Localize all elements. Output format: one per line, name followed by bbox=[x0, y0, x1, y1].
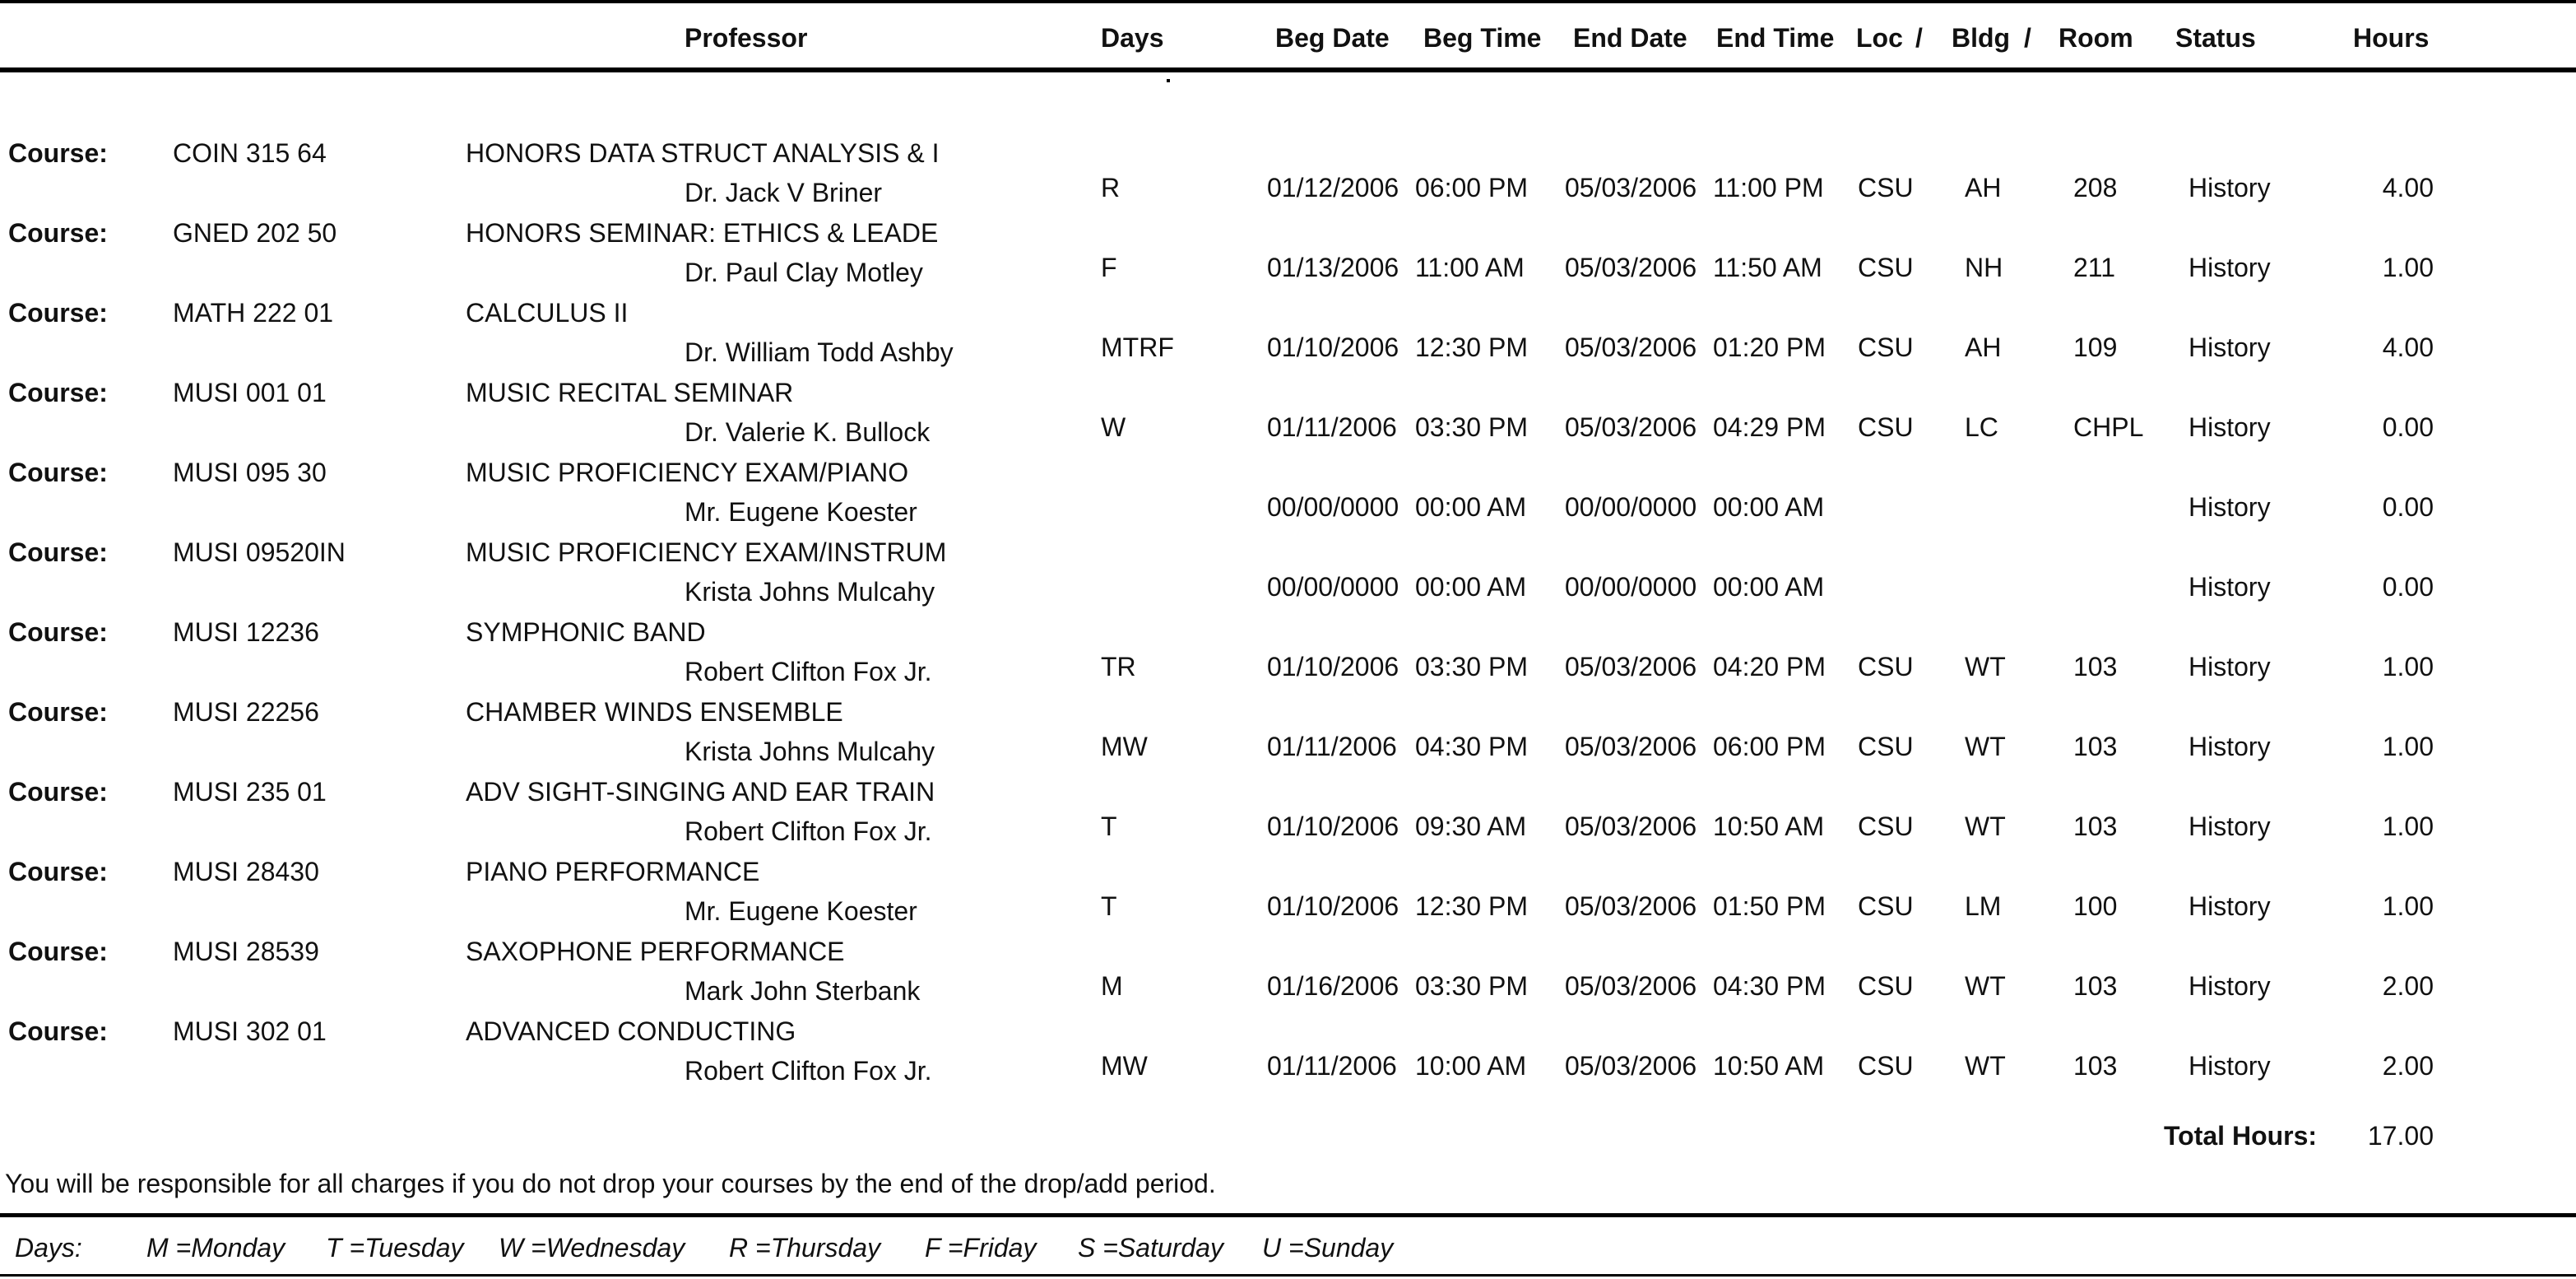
course-room: 208 bbox=[2073, 173, 2118, 202]
course-days: M bbox=[1101, 971, 1123, 1001]
course-professor: Dr. Valerie K. Bullock bbox=[685, 417, 931, 447]
course-end-date: 05/03/2006 bbox=[1565, 1051, 1697, 1081]
course-professor: Dr. William Todd Ashby bbox=[685, 337, 954, 367]
course-room: 103 bbox=[2073, 732, 2118, 761]
course-bldg: LM bbox=[1965, 891, 2002, 921]
course-professor: Mark John Sterbank bbox=[685, 976, 921, 1006]
course-end-date: 05/03/2006 bbox=[1565, 412, 1697, 442]
course-status: History bbox=[2188, 652, 2271, 681]
course-end-date: 05/03/2006 bbox=[1565, 971, 1697, 1001]
course-room: 100 bbox=[2073, 891, 2118, 921]
header-days: Days bbox=[1101, 23, 1164, 53]
course-status: History bbox=[2188, 812, 2271, 841]
course-bldg: WT bbox=[1965, 652, 2006, 681]
course-bldg: WT bbox=[1965, 1051, 2006, 1081]
course-loc: CSU bbox=[1858, 333, 1914, 362]
legend-item: F =Friday bbox=[925, 1233, 1037, 1263]
top-rule bbox=[0, 0, 2576, 3]
course-loc: CSU bbox=[1858, 173, 1914, 202]
course-beg-date: 00/00/0000 bbox=[1267, 572, 1399, 602]
course-loc: CSU bbox=[1858, 253, 1914, 282]
course-end-time: 10:50 AM bbox=[1713, 1051, 1825, 1081]
course-beg-date: 00/00/0000 bbox=[1267, 492, 1399, 522]
legend-item: U =Sunday bbox=[1262, 1233, 1394, 1263]
course-hours: 1.00 bbox=[2382, 812, 2434, 841]
legend-top-rule bbox=[0, 1213, 2576, 1217]
course-title: MUSIC RECITAL SEMINAR bbox=[466, 378, 794, 407]
course-label: Course: bbox=[8, 138, 108, 168]
course-hours: 1.00 bbox=[2382, 891, 2434, 921]
total-hours-label: Total Hours: bbox=[2164, 1121, 2318, 1151]
course-label: Course: bbox=[8, 777, 108, 807]
header-dot bbox=[1167, 79, 1170, 82]
course-label: Course: bbox=[8, 378, 108, 407]
course-beg-date: 01/16/2006 bbox=[1267, 971, 1399, 1001]
course-end-time: 01:50 PM bbox=[1713, 891, 1826, 921]
course-title: MUSIC PROFICIENCY EXAM/INSTRUM bbox=[466, 537, 947, 567]
course-bldg: AH bbox=[1965, 333, 2002, 362]
course-end-time: 00:00 AM bbox=[1713, 572, 1825, 602]
course-end-date: 05/03/2006 bbox=[1565, 812, 1697, 841]
course-beg-time: 11:00 AM bbox=[1415, 253, 1525, 282]
course-hours: 0.00 bbox=[2382, 492, 2434, 522]
course-status: History bbox=[2188, 333, 2271, 362]
course-beg-date: 01/11/2006 bbox=[1267, 412, 1397, 442]
course-bldg: LC bbox=[1965, 412, 1998, 442]
course-loc: CSU bbox=[1858, 412, 1914, 442]
course-status: History bbox=[2188, 891, 2271, 921]
course-beg-time: 00:00 AM bbox=[1415, 572, 1527, 602]
course-beg-time: 06:00 PM bbox=[1415, 173, 1528, 202]
course-beg-date: 01/10/2006 bbox=[1267, 333, 1399, 362]
course-days: T bbox=[1101, 891, 1117, 921]
course-status: History bbox=[2188, 412, 2271, 442]
course-end-time: 10:50 AM bbox=[1713, 812, 1825, 841]
legend-item: M =Monday bbox=[146, 1233, 285, 1263]
course-bldg: NH bbox=[1965, 253, 2003, 282]
course-title: HONORS SEMINAR: ETHICS & LEADE bbox=[466, 218, 939, 248]
course-days: TR bbox=[1101, 652, 1136, 681]
course-title: CALCULUS II bbox=[466, 298, 629, 328]
course-status: History bbox=[2188, 971, 2271, 1001]
course-code: MUSI 22256 bbox=[173, 697, 319, 727]
course-bldg: WT bbox=[1965, 812, 2006, 841]
legend-bottom-rule bbox=[0, 1274, 2576, 1277]
course-days: W bbox=[1101, 412, 1126, 442]
course-room: 103 bbox=[2073, 971, 2118, 1001]
header-loc: Loc bbox=[1856, 23, 1903, 53]
course-end-date: 05/03/2006 bbox=[1565, 652, 1697, 681]
course-label: Course: bbox=[8, 617, 108, 647]
course-hours: 4.00 bbox=[2382, 333, 2434, 362]
course-beg-time: 04:30 PM bbox=[1415, 732, 1528, 761]
course-days: R bbox=[1101, 173, 1121, 202]
course-end-time: 04:20 PM bbox=[1713, 652, 1826, 681]
course-status: History bbox=[2188, 732, 2271, 761]
course-beg-time: 00:00 AM bbox=[1415, 492, 1527, 522]
course-title: HONORS DATA STRUCT ANALYSIS & I bbox=[466, 138, 940, 168]
course-code: MUSI 09520IN bbox=[173, 537, 346, 567]
course-end-date: 05/03/2006 bbox=[1565, 253, 1697, 282]
course-days: MW bbox=[1101, 1051, 1148, 1081]
course-beg-date: 01/10/2006 bbox=[1267, 812, 1399, 841]
course-loc: CSU bbox=[1858, 891, 1914, 921]
course-label: Course: bbox=[8, 937, 108, 966]
legend-label: Days: bbox=[15, 1233, 82, 1263]
course-title: ADVANCED CONDUCTING bbox=[466, 1016, 796, 1046]
course-end-date: 05/03/2006 bbox=[1565, 732, 1697, 761]
course-beg-date: 01/11/2006 bbox=[1267, 1051, 1397, 1081]
course-label: Course: bbox=[8, 458, 108, 487]
course-code: COIN 315 64 bbox=[173, 138, 327, 168]
course-bldg: AH bbox=[1965, 173, 2002, 202]
course-title: ADV SIGHT-SINGING AND EAR TRAIN bbox=[466, 777, 935, 807]
course-professor: Mr. Eugene Koester bbox=[685, 896, 917, 926]
course-end-date: 05/03/2006 bbox=[1565, 891, 1697, 921]
course-code: MUSI 001 01 bbox=[173, 378, 327, 407]
course-loc: CSU bbox=[1858, 1051, 1914, 1081]
course-title: SYMPHONIC BAND bbox=[466, 617, 706, 647]
course-title: PIANO PERFORMANCE bbox=[466, 857, 760, 886]
course-loc: CSU bbox=[1858, 652, 1914, 681]
course-code: MUSI 28430 bbox=[173, 857, 319, 886]
course-loc: CSU bbox=[1858, 971, 1914, 1001]
course-professor: Dr. Paul Clay Motley bbox=[685, 258, 923, 287]
course-end-date: 00/00/0000 bbox=[1565, 572, 1697, 602]
course-room: 103 bbox=[2073, 812, 2118, 841]
course-status: History bbox=[2188, 492, 2271, 522]
course-label: Course: bbox=[8, 218, 108, 248]
header-separator: / bbox=[1915, 23, 1923, 53]
course-days: MW bbox=[1101, 732, 1148, 761]
legend-item: W =Wednesday bbox=[499, 1233, 685, 1263]
course-end-time: 04:30 PM bbox=[1713, 971, 1826, 1001]
header-status: Status bbox=[2175, 23, 2256, 53]
course-hours: 2.00 bbox=[2382, 1051, 2434, 1081]
course-hours: 1.00 bbox=[2382, 732, 2434, 761]
course-beg-date: 01/11/2006 bbox=[1267, 732, 1397, 761]
course-days: MTRF bbox=[1101, 333, 1174, 362]
course-beg-date: 01/10/2006 bbox=[1267, 652, 1399, 681]
course-hours: 1.00 bbox=[2382, 253, 2434, 282]
course-beg-time: 03:30 PM bbox=[1415, 971, 1528, 1001]
course-days: T bbox=[1101, 812, 1117, 841]
course-loc: CSU bbox=[1858, 812, 1914, 841]
course-loc: CSU bbox=[1858, 732, 1914, 761]
course-code: GNED 202 50 bbox=[173, 218, 337, 248]
course-beg-time: 03:30 PM bbox=[1415, 652, 1528, 681]
legend-item: S =Saturday bbox=[1078, 1233, 1223, 1263]
header-end-time: End Time bbox=[1716, 23, 1835, 53]
course-end-time: 04:29 PM bbox=[1713, 412, 1826, 442]
header-hours: Hours bbox=[2353, 23, 2430, 53]
course-end-time: 11:50 AM bbox=[1713, 253, 1822, 282]
course-hours: 2.00 bbox=[2382, 971, 2434, 1001]
course-title: MUSIC PROFICIENCY EXAM/PIANO bbox=[466, 458, 909, 487]
course-title: SAXOPHONE PERFORMANCE bbox=[466, 937, 845, 966]
header-rule bbox=[0, 67, 2576, 72]
course-room: 103 bbox=[2073, 1051, 2118, 1081]
course-hours: 4.00 bbox=[2382, 173, 2434, 202]
course-code: MUSI 28539 bbox=[173, 937, 319, 966]
header-beg-time: Beg Time bbox=[1423, 23, 1542, 53]
course-hours: 0.00 bbox=[2382, 412, 2434, 442]
course-professor: Krista Johns Mulcahy bbox=[685, 577, 935, 607]
header-end-date: End Date bbox=[1573, 23, 1687, 53]
course-label: Course: bbox=[8, 537, 108, 567]
course-code: MUSI 235 01 bbox=[173, 777, 327, 807]
course-beg-time: 12:30 PM bbox=[1415, 333, 1528, 362]
course-beg-date: 01/10/2006 bbox=[1267, 891, 1399, 921]
course-code: MATH 222 01 bbox=[173, 298, 334, 328]
course-end-date: 05/03/2006 bbox=[1565, 173, 1697, 202]
course-status: History bbox=[2188, 572, 2271, 602]
course-hours: 0.00 bbox=[2382, 572, 2434, 602]
total-hours-value: 17.00 bbox=[2367, 1121, 2434, 1151]
course-beg-time: 10:00 AM bbox=[1415, 1051, 1527, 1081]
course-hours: 1.00 bbox=[2382, 652, 2434, 681]
course-title: CHAMBER WINDS ENSEMBLE bbox=[466, 697, 843, 727]
drop-notice: You will be responsible for all charges if you do not drop your courses by the end of the drop/add period. bbox=[5, 1169, 1216, 1198]
course-code: MUSI 302 01 bbox=[173, 1016, 327, 1046]
course-room: 103 bbox=[2073, 652, 2118, 681]
course-status: History bbox=[2188, 253, 2271, 282]
course-label: Course: bbox=[8, 1016, 108, 1046]
course-beg-time: 09:30 AM bbox=[1415, 812, 1527, 841]
course-professor: Robert Clifton Fox Jr. bbox=[685, 816, 932, 846]
legend-item: T =Tuesday bbox=[326, 1233, 464, 1263]
course-room: CHPL bbox=[2073, 412, 2144, 442]
course-code: MUSI 095 30 bbox=[173, 458, 327, 487]
course-days: F bbox=[1101, 253, 1117, 282]
course-end-time: 00:00 AM bbox=[1713, 492, 1825, 522]
header-beg-date: Beg Date bbox=[1275, 23, 1390, 53]
course-label: Course: bbox=[8, 298, 108, 328]
course-professor: Krista Johns Mulcahy bbox=[685, 737, 935, 766]
course-end-date: 00/00/0000 bbox=[1565, 492, 1697, 522]
course-room: 211 bbox=[2073, 253, 2116, 282]
course-label: Course: bbox=[8, 857, 108, 886]
course-professor: Robert Clifton Fox Jr. bbox=[685, 1056, 932, 1086]
course-label: Course: bbox=[8, 697, 108, 727]
course-bldg: WT bbox=[1965, 971, 2006, 1001]
course-beg-time: 12:30 PM bbox=[1415, 891, 1528, 921]
course-status: History bbox=[2188, 1051, 2271, 1081]
header-separator: / bbox=[2024, 23, 2031, 53]
course-professor: Mr. Eugene Koester bbox=[685, 497, 917, 527]
header-professor: Professor bbox=[685, 23, 808, 53]
course-end-time: 11:00 PM bbox=[1713, 173, 1824, 202]
course-professor: Robert Clifton Fox Jr. bbox=[685, 657, 932, 686]
header-bldg: Bldg bbox=[1952, 23, 2011, 53]
course-status: History bbox=[2188, 173, 2271, 202]
header-room: Room bbox=[2058, 23, 2133, 53]
legend-item: R =Thursday bbox=[729, 1233, 881, 1263]
course-end-date: 05/03/2006 bbox=[1565, 333, 1697, 362]
course-code: MUSI 12236 bbox=[173, 617, 319, 647]
course-end-time: 01:20 PM bbox=[1713, 333, 1826, 362]
course-beg-time: 03:30 PM bbox=[1415, 412, 1528, 442]
course-beg-date: 01/13/2006 bbox=[1267, 253, 1399, 282]
course-room: 109 bbox=[2073, 333, 2118, 362]
course-bldg: WT bbox=[1965, 732, 2006, 761]
course-end-time: 06:00 PM bbox=[1713, 732, 1826, 761]
course-beg-date: 01/12/2006 bbox=[1267, 173, 1399, 202]
course-professor: Dr. Jack V Briner bbox=[685, 178, 883, 207]
